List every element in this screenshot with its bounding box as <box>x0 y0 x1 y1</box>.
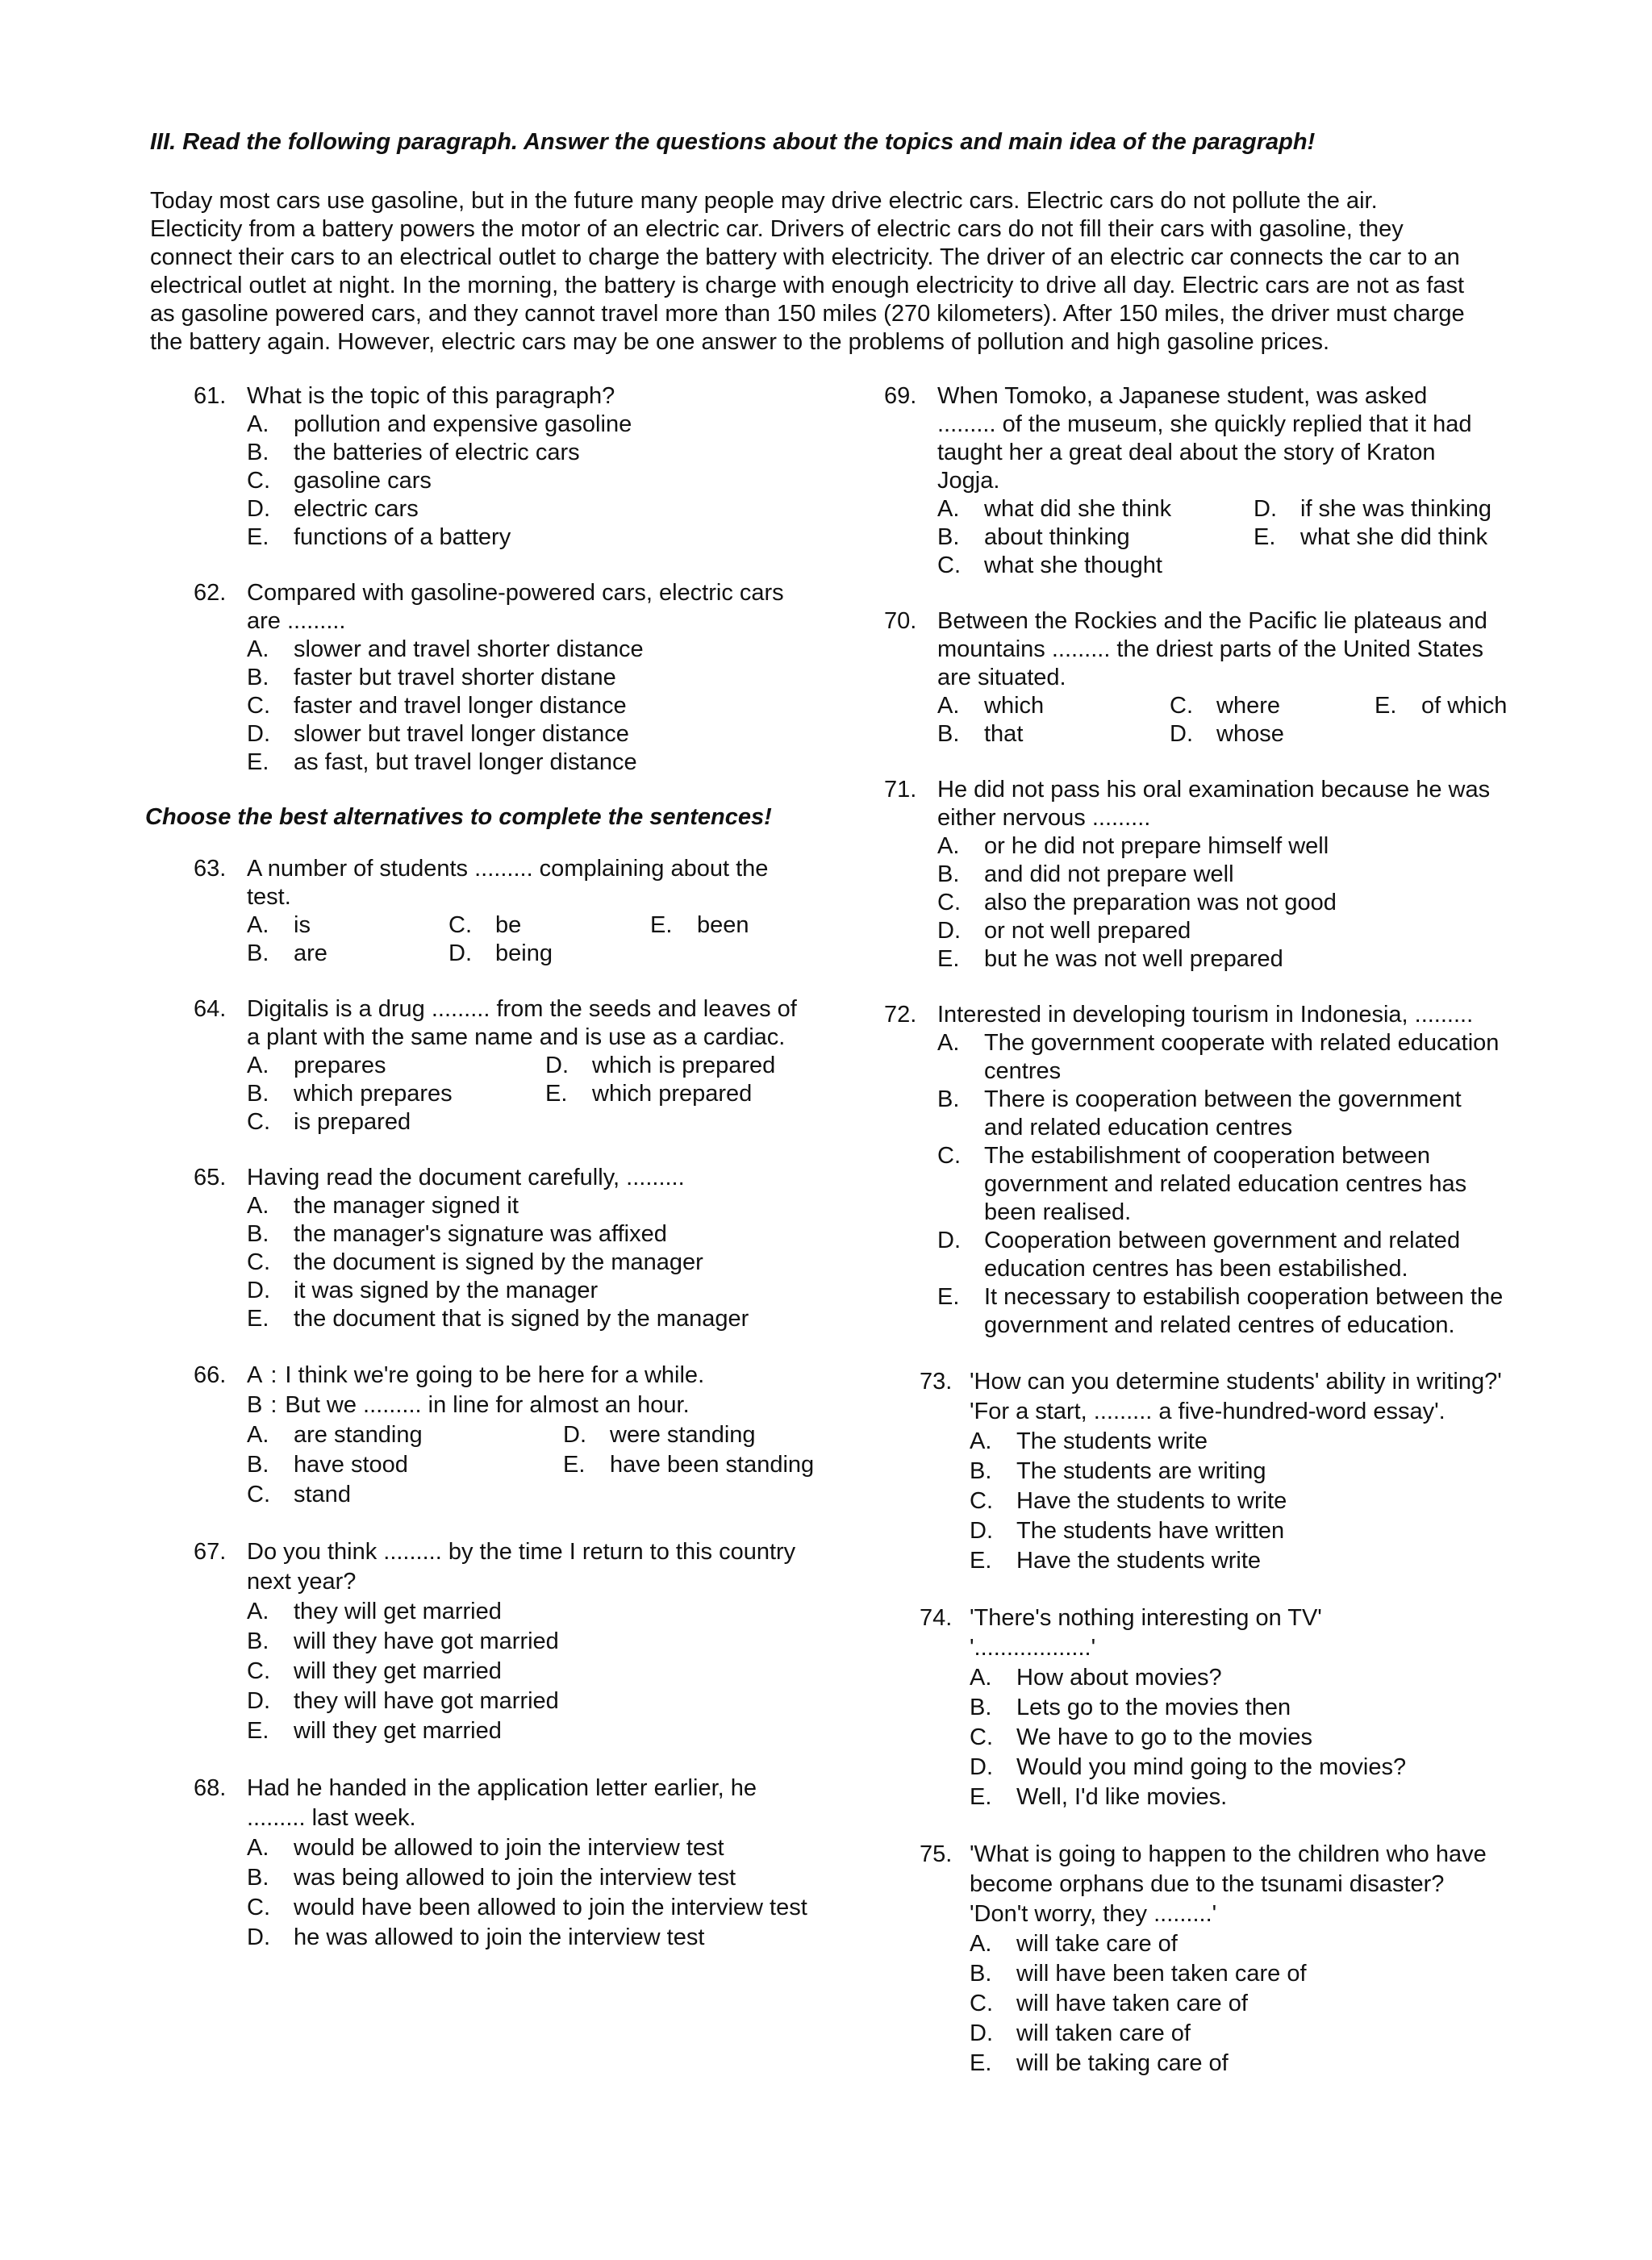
option-c: C. be <box>448 912 522 938</box>
option-a: A. which <box>937 693 1045 719</box>
question-stem: 'What is going to happen to the children who have <box>970 1841 1487 1867</box>
option-a: A. the manager signed it <box>247 1193 519 1219</box>
question-71 <box>884 776 1578 974</box>
option-c: C. will they get married <box>247 1658 502 1684</box>
option-b: B. that <box>937 721 1024 747</box>
question-74 <box>920 1603 1578 1812</box>
question-stem: test. <box>247 884 291 910</box>
question-number: 73. <box>920 1369 953 1395</box>
option-a: A. prepares <box>247 1053 386 1078</box>
question-63 <box>194 855 903 968</box>
option-b: B. was being allowed to join the interview test <box>247 1865 736 1891</box>
option-b: B. are <box>247 940 327 966</box>
option-a: A. what did she think <box>937 496 1172 522</box>
option-e: E. of which <box>1375 693 1508 719</box>
option-a: A. slower and travel shorter distance <box>247 636 644 662</box>
question-stem: Digitalis is a drug ......... from the seeds and leaves of <box>247 996 797 1022</box>
option-a: A. they will get married <box>247 1599 502 1624</box>
option-e: E. have been standing <box>563 1452 815 1478</box>
option-b: B. the batteries of electric cars <box>247 440 580 465</box>
option-e: E. Have the students write <box>970 1548 1262 1574</box>
option-d: D. it was signed by the manager <box>247 1278 599 1303</box>
question-number: 61. <box>194 383 227 409</box>
option-d: D. slower but travel longer distance <box>247 721 629 747</box>
question-stem: 'For a start, ......... a five-hundred-word essay'. <box>970 1399 1446 1424</box>
question-number: 62. <box>194 580 227 606</box>
option-c: C. Have the students to write <box>970 1488 1287 1514</box>
question-stem: Having read the document carefully, ......... <box>247 1165 685 1190</box>
question-number: 68. <box>194 1775 227 1801</box>
paragraph-line: Today most cars use gasoline, but in the future many people may drive electric cars. Electric cars do not pollute the air. <box>150 188 1378 214</box>
option-b: B. There is cooperation between the government and related education centres <box>937 1086 1462 1140</box>
question-64 <box>194 995 903 1136</box>
option-a: A. The government cooperate with related education centres <box>937 1030 1500 1084</box>
question-70 <box>884 607 1578 748</box>
question-68 <box>194 1774 903 1953</box>
option-e: E. been <box>650 912 749 938</box>
option-e: E. but he was not well prepared <box>937 946 1283 972</box>
question-62 <box>194 579 903 777</box>
question-stem: ......... last week. <box>247 1805 416 1831</box>
option-c: C. The estabilishment of cooperation between government and related education centres has been realised. <box>937 1143 1467 1225</box>
question-stem: Had he handed in the application letter earlier, he <box>247 1775 757 1801</box>
question-stem: Compared with gasoline-powered cars, electric cars <box>247 580 784 606</box>
option-d: D. electric cars <box>247 496 419 522</box>
option-c: C. faster and travel longer distance <box>247 693 627 719</box>
option-e: E. what she did think <box>1254 524 1488 550</box>
question-number: 67. <box>194 1539 227 1565</box>
question-number: 70. <box>884 608 917 634</box>
question-stem: 'There's nothing interesting on TV' <box>970 1605 1322 1631</box>
question-stem: become orphans due to the tsunami disaster? <box>970 1871 1445 1897</box>
option-e: E. which prepared <box>545 1081 753 1107</box>
question-stem: When Tomoko, a Japanese student, was asked <box>937 383 1428 409</box>
question-stem: taught her a great deal about the story of Kraton <box>937 440 1436 465</box>
option-d: D. Cooperation between government and related education centres has been estabilished. <box>937 1228 1461 1282</box>
question-number: 65. <box>194 1165 227 1190</box>
option-a: A. The students write <box>970 1428 1208 1454</box>
option-e: E. will be taking care of <box>970 2050 1229 2076</box>
option-d: D. Would you mind going to the movies? <box>970 1754 1407 1780</box>
option-e: E. functions of a battery <box>247 524 511 550</box>
question-stem: What is the topic of this paragraph? <box>247 383 615 409</box>
option-d: D. whose <box>1170 721 1284 747</box>
question-number: 69. <box>884 383 917 409</box>
option-c: C. gasoline cars <box>247 468 432 494</box>
option-e: E. the document that is signed by the manager <box>247 1306 749 1332</box>
option-d: D. if she was thinking <box>1254 496 1491 522</box>
question-stem: 'Don't worry, they .........' <box>970 1901 1217 1927</box>
paragraph-line: the battery again. However, electric cars may be one answer to the problems of pollution and high gasoline prices. <box>150 329 1330 355</box>
question-number: 64. <box>194 996 227 1022</box>
paragraph-line: electrical outlet at night. In the morning, the battery is charge with enough electricity to drive all day. Electric cars are not as fast <box>150 273 1465 298</box>
question-number: 63. <box>194 856 227 882</box>
paragraph-line: connect their cars to an electrical outlet to charge the battery with electricity. The driver of an electric car connects the car to an <box>150 244 1460 270</box>
question-stem: next year? <box>247 1569 357 1595</box>
option-c: C. where <box>1170 693 1280 719</box>
option-c: C. the document is signed by the manager <box>247 1249 703 1275</box>
question-stem: either nervous ......... <box>937 805 1151 831</box>
question-stem: Do you think ......... by the time I return to this country <box>247 1539 796 1565</box>
question-stem: A number of students ......... complaining about the <box>247 856 769 882</box>
option-b: B. faster but travel shorter distane <box>247 665 616 690</box>
option-d: D. or not well prepared <box>937 918 1191 944</box>
option-a: A. How about movies? <box>970 1665 1222 1691</box>
question-number: 72. <box>884 1002 917 1028</box>
question-73 <box>920 1367 1578 1576</box>
right-column <box>884 382 1578 2106</box>
question-stem: Interested in developing tourism in Indonesia, ......... <box>937 1002 1474 1028</box>
option-a: A. will take care of <box>970 1931 1178 1957</box>
option-b: B. which prepares <box>247 1081 453 1107</box>
option-c: C. also the preparation was not good <box>937 890 1337 915</box>
option-c: C. is prepared <box>247 1109 411 1135</box>
question-61 <box>194 382 903 552</box>
question-number: 66. <box>194 1362 227 1388</box>
option-d: D. they will have got married <box>247 1688 559 1714</box>
paragraph-line: Electicity from a battery powers the motor of an electric car. Drivers of electric cars do not fill their cars with gasoline, they <box>150 216 1404 242</box>
question-stem: '..................' <box>970 1635 1096 1661</box>
option-d: D. which is prepared <box>545 1053 776 1078</box>
question-number: 74. <box>920 1605 953 1631</box>
option-e: E. It necessary to estabilish cooperation between the government and related centres of education. <box>937 1284 1504 1338</box>
option-e: E. Well, I'd like movies. <box>970 1784 1228 1810</box>
reading-paragraph <box>150 187 1521 357</box>
question-stem: Jogja. <box>937 468 1000 494</box>
option-a: A. pollution and expensive gasoline <box>247 411 632 437</box>
question-number: 75. <box>920 1841 953 1867</box>
section-heading: III. Read the following paragraph. Answer the questions about the topics and main idea of the paragraph! <box>150 129 1316 155</box>
option-b: B. Lets go to the movies then <box>970 1695 1291 1720</box>
question-stem: are situated. <box>937 665 1066 690</box>
option-d: D. were standing <box>563 1422 756 1448</box>
question-number: 71. <box>884 777 917 803</box>
question-stem: are ......... <box>247 608 346 634</box>
dialogue-line-b: B : But we ......... in line for almost an hour. <box>247 1392 690 1418</box>
option-e: E. as fast, but travel longer distance <box>247 749 637 775</box>
option-c: C. will have taken care of <box>970 1991 1248 2016</box>
option-a: A. is <box>247 912 311 938</box>
question-66 <box>194 1361 903 1510</box>
question-stem: ......... of the museum, she quickly replied that it had <box>937 411 1472 437</box>
question-69 <box>884 382 1578 580</box>
paragraph-line: as gasoline powered cars, and they cannot travel more than 150 miles (270 kilometers). After 150 miles, the driver must charge <box>150 301 1465 327</box>
option-d: D. The students have written <box>970 1518 1285 1544</box>
question-72 <box>884 1001 1578 1340</box>
option-c: C. stand <box>247 1482 351 1507</box>
question-stem: 'How can you determine students' ability in writing?' <box>970 1369 1502 1395</box>
option-b: B. have stood <box>247 1452 408 1478</box>
option-b: B. about thinking <box>937 524 1130 550</box>
option-c: C. would have been allowed to join the interview test <box>247 1895 807 1920</box>
option-d: D. he was allowed to join the interview test <box>247 1924 705 1950</box>
option-b: B. will have been taken care of <box>970 1961 1307 1987</box>
option-a: A. or he did not prepare himself well <box>937 833 1329 859</box>
subheading: Choose the best alternatives to complete the sentences! <box>145 804 772 830</box>
option-d: D. will taken care of <box>970 2020 1191 2046</box>
option-b: B. and did not prepare well <box>937 861 1234 887</box>
question-75 <box>920 1840 1578 2079</box>
option-d: D. being <box>448 940 553 966</box>
option-c: C. We have to go to the movies <box>970 1724 1313 1750</box>
option-a: A. are standing <box>247 1422 423 1448</box>
option-b: B. the manager's signature was affixed <box>247 1221 667 1247</box>
question-stem: a plant with the same name and is use as a cardiac. <box>247 1024 786 1050</box>
question-65 <box>194 1164 903 1333</box>
question-67 <box>194 1537 903 1746</box>
option-b: B. The students are writing <box>970 1458 1266 1484</box>
option-e: E. will they get married <box>247 1718 502 1744</box>
question-stem: mountains ......... the driest parts of the United States <box>937 636 1484 662</box>
dialogue-line-a: A : I think we're going to be here for a while. <box>247 1362 705 1388</box>
left-column <box>145 382 903 1980</box>
question-stem: He did not pass his oral examination because he was <box>937 777 1491 803</box>
option-a: A. would be allowed to join the interview test <box>247 1835 724 1861</box>
option-c: C. what she thought <box>937 552 1162 578</box>
question-stem: Between the Rockies and the Pacific lie plateaus and <box>937 608 1487 634</box>
option-b: B. will they have got married <box>247 1628 559 1654</box>
